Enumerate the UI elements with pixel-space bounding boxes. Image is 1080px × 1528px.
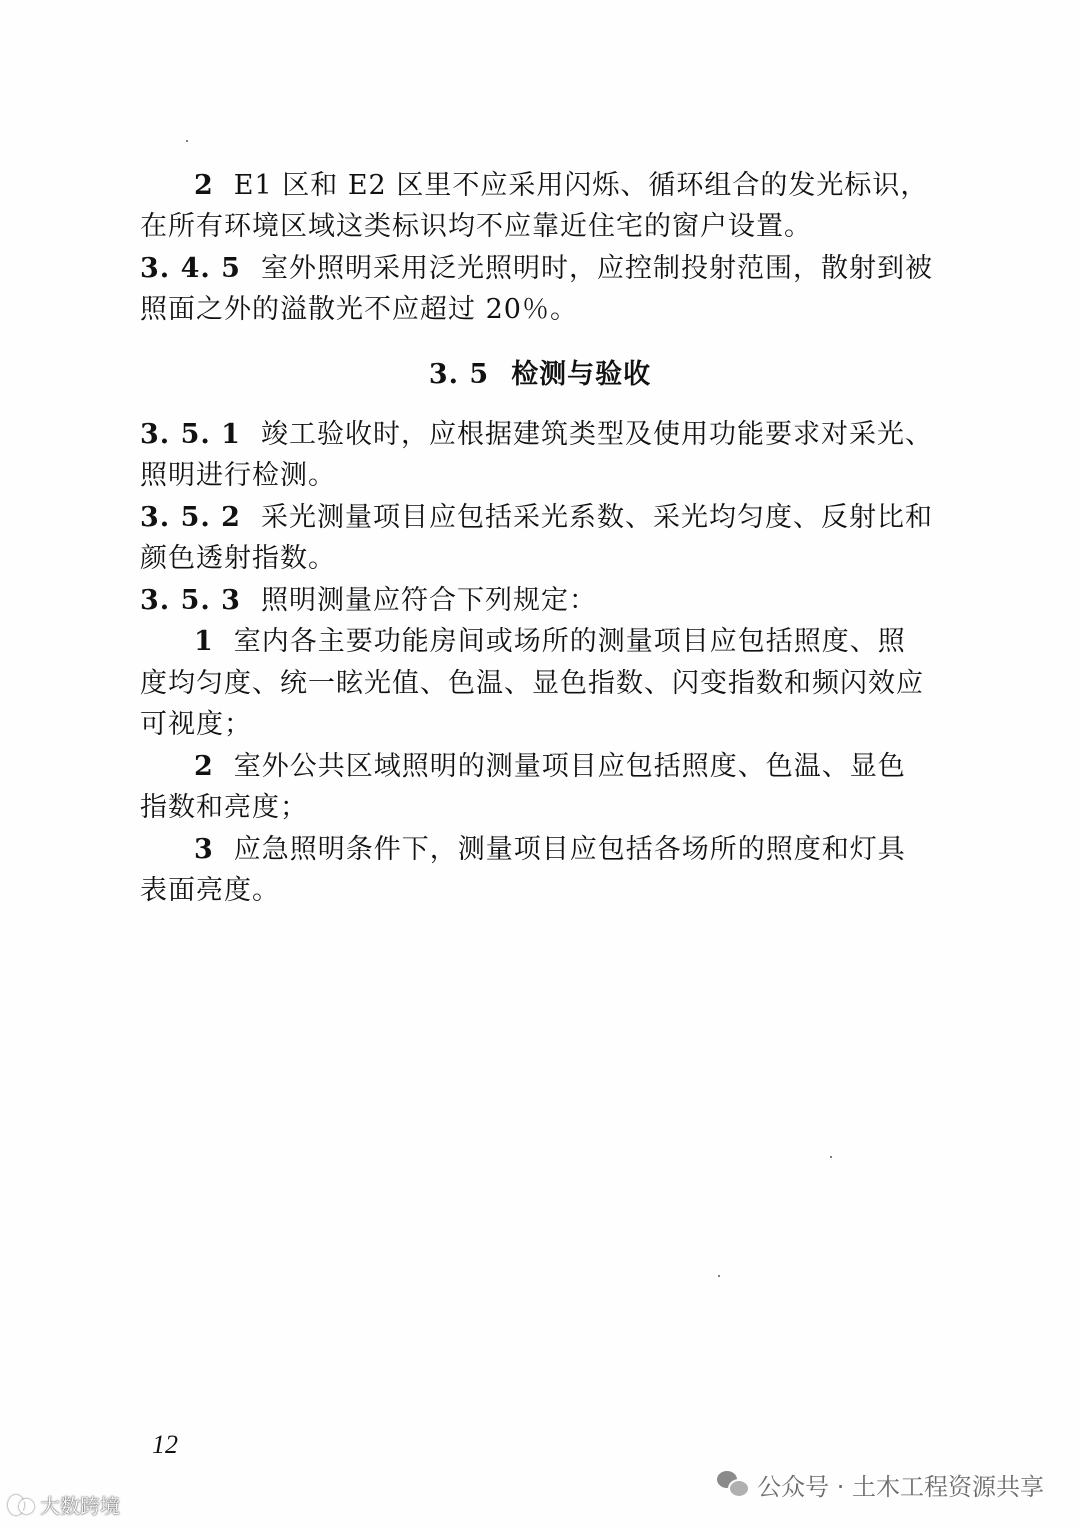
clause-text: 照明进行检测。: [140, 460, 336, 491]
clause-line: [140, 290, 940, 330]
clause-number: 3. 5. 3: [140, 585, 241, 616]
clause-number: 3. 4. 5: [140, 253, 241, 284]
scan-speck: [830, 1156, 832, 1158]
clause-text: 室外照明采用泛光照明时，应控制投射范围，散射到被: [260, 253, 933, 284]
clause-line: [140, 415, 940, 455]
clause-text: 应急照明条件下，测量项目应包括各场所的照度和灯具: [233, 834, 906, 865]
scan-speck: [186, 140, 188, 142]
clause-line: [140, 581, 940, 621]
item-number: 2: [194, 751, 214, 782]
wechat-icon: [717, 1471, 747, 1497]
clause-line: [194, 622, 994, 662]
clause-text: 在所有环境区域这类标识均不应靠近住宅的窗户设置。: [140, 211, 812, 242]
clause-line: [194, 747, 994, 787]
clause-line: [140, 871, 940, 911]
item-number: 3: [194, 834, 214, 865]
watermark-text: 公众号 · 土木工程资源共享: [757, 1472, 1044, 1501]
clause-text: 照面之外的溢散光不应超过 20％。: [140, 294, 578, 325]
clause-text: 室外公共区域照明的测量项目应包括照度、色温、显色: [233, 751, 906, 782]
clause-text: 照明测量应符合下列规定：: [260, 585, 597, 616]
clause-line: [140, 664, 940, 704]
clause-line: [140, 539, 940, 579]
wechat-watermark: [717, 1464, 1044, 1504]
item-number: 1: [194, 626, 214, 657]
clause-text: E1 区和 E2 区里不应采用闪烁、循环组合的发光标识，: [233, 170, 929, 201]
clause-text: 指数和亮度；: [140, 792, 308, 823]
clause-text: 竣工验收时，应根据建筑类型及使用功能要求对采光、: [260, 419, 933, 450]
clause-line: [140, 207, 940, 247]
clause-text: 采光测量项目应包括采光系数、采光均匀度、反射比和: [260, 502, 933, 533]
clause-line: [140, 788, 940, 828]
clause-text: 颜色透射指数。: [140, 543, 336, 574]
clause-text: 室内各主要功能房间或场所的测量项目应包括照度、照: [233, 626, 906, 657]
section-title: 检测与验收: [511, 359, 652, 390]
clause-line: [140, 456, 940, 496]
brand-text: 大数跨境: [40, 1493, 120, 1518]
scan-speck: [718, 1275, 720, 1277]
clause-text: 可视度；: [140, 709, 252, 740]
clause-text: 表面亮度。: [140, 875, 280, 906]
clause-line: [140, 249, 940, 289]
clause-number: 3. 5. 2: [140, 502, 241, 533]
clause-line: [194, 830, 994, 870]
clause-text: 度均匀度、统一眩光值、色温、显色指数、闪变指数和频闪效应: [140, 668, 924, 699]
section-number: 3. 5: [428, 359, 490, 390]
section-heading: [0, 352, 1080, 391]
dashu-logo-icon: [8, 1493, 34, 1515]
page-number: 12: [152, 1430, 178, 1459]
clause-number: 3. 5. 1: [140, 419, 241, 450]
brand-watermark: [8, 1488, 120, 1520]
clause-line: [140, 705, 940, 745]
clause-line: [140, 498, 940, 538]
clause-line: [194, 166, 994, 206]
item-number: 2: [194, 170, 214, 201]
